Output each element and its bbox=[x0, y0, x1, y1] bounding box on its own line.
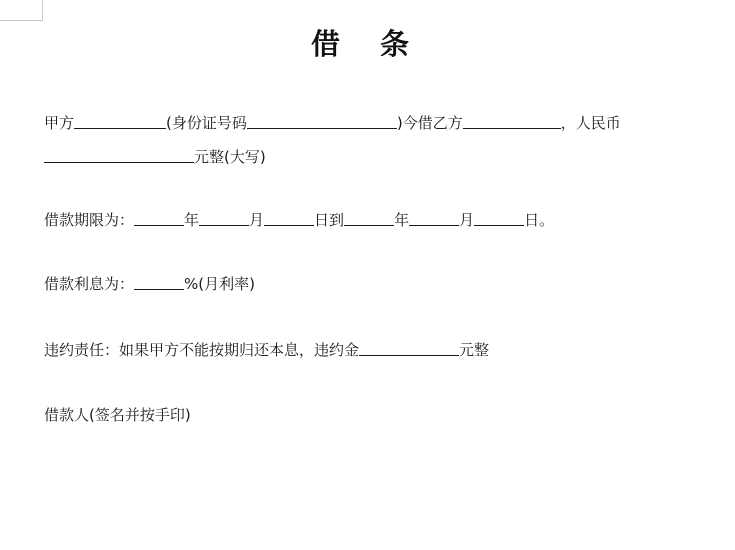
clause-breach bbox=[44, 333, 704, 367]
clause-interest bbox=[44, 267, 704, 301]
penalty-amount-blank[interactable] bbox=[359, 338, 459, 356]
interest-label: 借款利息为： bbox=[44, 275, 135, 293]
breach-suffix: 元整 bbox=[459, 341, 490, 359]
interest-suffix: %(月利率) bbox=[184, 275, 255, 293]
start-month-unit: 月 bbox=[249, 211, 265, 229]
id-number-close: )今借乙方 bbox=[396, 114, 463, 132]
end-year-unit: 年 bbox=[394, 211, 410, 229]
party-a-name-blank[interactable] bbox=[74, 111, 166, 129]
end-day-unit: 日。 bbox=[524, 211, 555, 229]
document-title: 借 条 bbox=[310, 27, 425, 61]
clause-term bbox=[44, 203, 704, 237]
party-b-name-blank[interactable] bbox=[463, 111, 561, 129]
term-label: 借款期限为： bbox=[44, 211, 135, 229]
page-corner-mark bbox=[0, 0, 43, 21]
clause-borrow bbox=[44, 106, 704, 174]
breach-label: 违约责任：如果甲方不能按期归还本息，违约金 bbox=[44, 341, 360, 359]
start-year-blank[interactable] bbox=[134, 208, 184, 226]
amount-suffix: 元整(大写) bbox=[194, 148, 266, 166]
start-year-unit: 年 bbox=[184, 211, 200, 229]
end-year-blank[interactable] bbox=[344, 208, 394, 226]
interest-rate-blank[interactable] bbox=[134, 272, 184, 290]
end-month-unit: 月 bbox=[459, 211, 475, 229]
start-day-to: 日到 bbox=[314, 211, 345, 229]
end-month-blank[interactable] bbox=[409, 208, 459, 226]
party-a-label: 甲方 bbox=[44, 114, 75, 132]
rmb-label: ，人民币 bbox=[560, 114, 621, 132]
signature-line bbox=[44, 398, 704, 432]
end-day-blank[interactable] bbox=[474, 208, 524, 226]
id-number-open: (身份证号码 bbox=[166, 114, 247, 132]
amount-blank[interactable] bbox=[44, 145, 194, 163]
id-number-blank[interactable] bbox=[247, 111, 397, 129]
signature-label: 借款人(签名并按手印) bbox=[44, 406, 191, 424]
start-month-blank[interactable] bbox=[199, 208, 249, 226]
start-day-blank[interactable] bbox=[264, 208, 314, 226]
